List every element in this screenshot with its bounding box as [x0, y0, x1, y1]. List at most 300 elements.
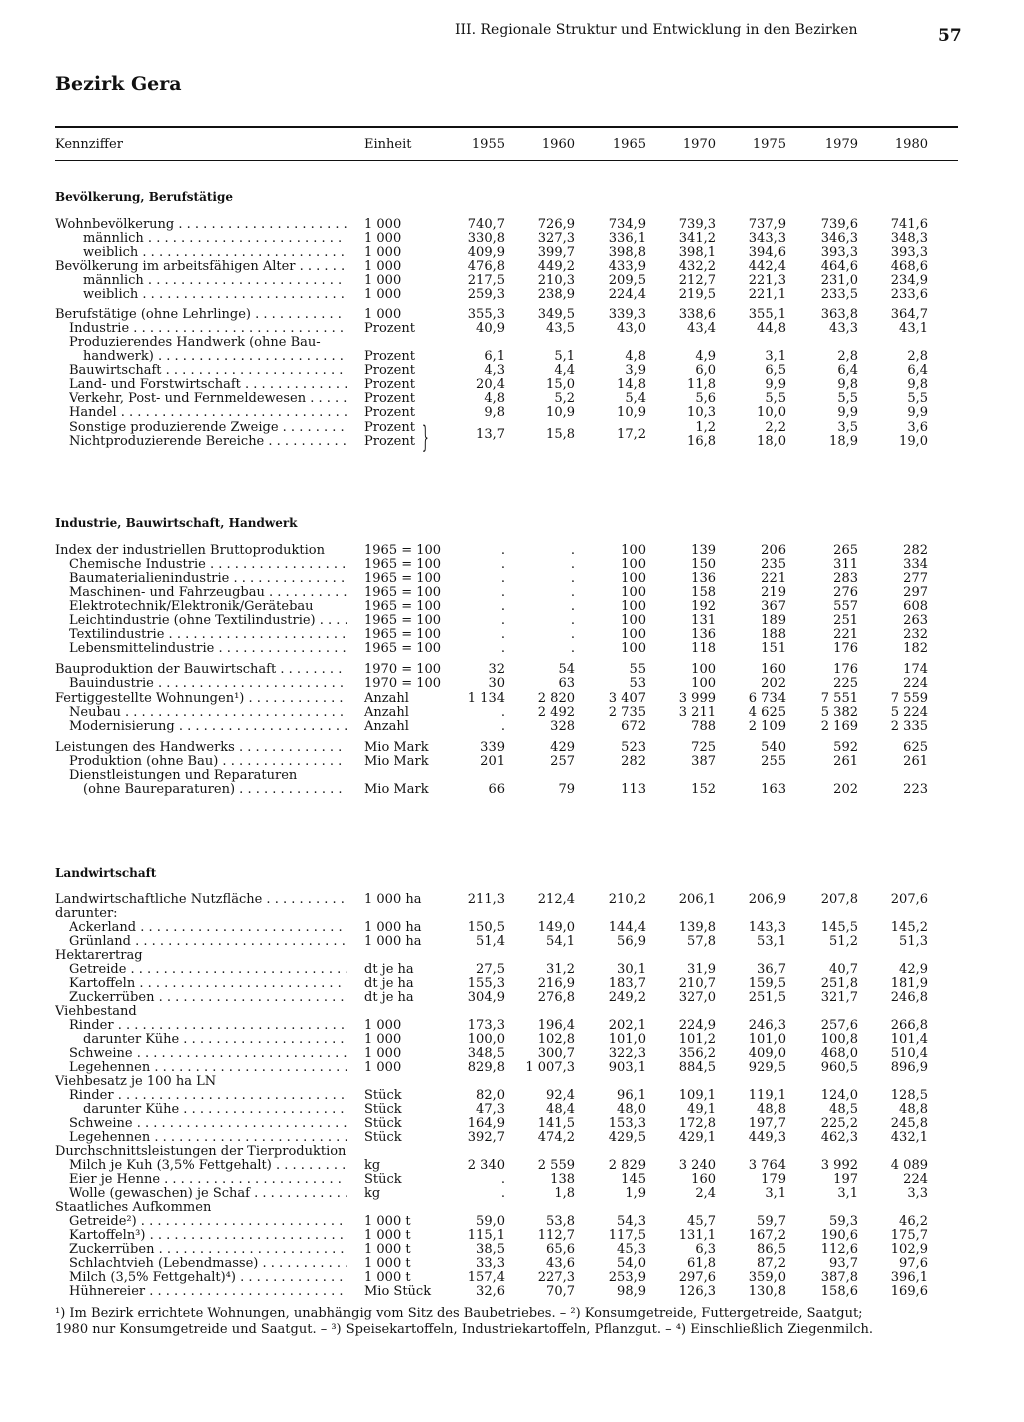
- table-header-rule: [55, 160, 958, 161]
- cell-value: 124,0: [820, 1088, 858, 1103]
- row-label: Zuckerrüben . . .: [69, 1243, 347, 1257]
- cell-value: 282: [621, 754, 646, 769]
- cell-value: 740,7: [467, 217, 505, 232]
- cell-value: 225: [833, 676, 858, 691]
- section-heading-landwirtschaft: Landwirtschaft: [55, 866, 157, 880]
- cell-value: 739,3: [678, 217, 716, 232]
- cell-value: 359,0: [748, 1270, 786, 1285]
- cell-value: 30,1: [617, 962, 646, 977]
- row-label: Bauwirtschaft . . .: [69, 364, 347, 378]
- cell-value: 10,9: [546, 405, 575, 420]
- cell-value: 112,7: [537, 1228, 575, 1243]
- cell-value: 43,4: [687, 321, 716, 336]
- cell-value: 2,8: [907, 349, 928, 364]
- cell-value: 2 169: [820, 719, 858, 734]
- cell-value: 145: [621, 1172, 646, 1187]
- cell-value: 221,3: [748, 273, 786, 288]
- cell-value: 2 340: [467, 1158, 505, 1173]
- row-label: Sonstige produzierende Zweige . . .: [69, 421, 347, 435]
- cell-value: .: [500, 719, 505, 734]
- row-label: Bauproduktion der Bauwirtschaft . . .: [55, 663, 347, 677]
- cell-value: 255: [761, 754, 786, 769]
- cell-value: 190,6: [820, 1228, 858, 1243]
- cell-value: 139: [691, 543, 716, 558]
- cell-value: 336,1: [608, 231, 646, 246]
- row-label: Wohnbevölkerung . . .: [55, 218, 347, 232]
- cell-value: 100: [691, 662, 716, 677]
- cell-value: 464,6: [820, 259, 858, 274]
- row-unit: Stück: [364, 1130, 402, 1145]
- cell-value: 115,1: [467, 1228, 505, 1243]
- cell-value: 672: [621, 719, 646, 734]
- cell-value: 356,2: [678, 1046, 716, 1061]
- cell-value: 63: [558, 676, 575, 691]
- row-label: Fertiggestellte Wohnungen¹) . . .: [55, 692, 347, 706]
- header-year: 1955: [471, 137, 505, 152]
- cell-value: 9,8: [837, 377, 858, 392]
- row-label: weiblich . . .: [83, 288, 347, 302]
- cell-value: 109,1: [678, 1088, 716, 1103]
- table-row: [55, 893, 958, 907]
- cell-value: 101,4: [890, 1032, 928, 1047]
- cell-value: 54,1: [546, 934, 575, 949]
- row-label: Leistungen des Handwerks . . .: [55, 741, 347, 755]
- row-label: Berufstätige (ohne Lehrlinge) . . .: [55, 308, 347, 322]
- row-label: Leichtindustrie (ohne Textilindustrie) . . .: [69, 614, 347, 628]
- table-header: [55, 137, 958, 155]
- cell-value: 141,5: [537, 1116, 575, 1131]
- section-heading-bevoelkerung: Bevölkerung, Berufstätige: [55, 190, 233, 204]
- cell-value: 327,0: [678, 990, 716, 1005]
- table-row: [55, 663, 958, 677]
- cell-value: .: [500, 571, 505, 586]
- cell-value: 726,9: [537, 217, 575, 232]
- cell-value: 101,2: [678, 1032, 716, 1047]
- cell-value: 221: [833, 627, 858, 642]
- cell-value: 31,2: [546, 962, 575, 977]
- cell-value: 44,8: [757, 321, 786, 336]
- cell-value: 233,5: [820, 287, 858, 302]
- row-label: handwerk) . . .: [83, 350, 347, 364]
- table-row: [55, 1089, 958, 1103]
- cell-value: 45,7: [687, 1214, 716, 1229]
- row-unit: kg: [364, 1186, 381, 1201]
- cell-value: 96,1: [617, 1088, 646, 1103]
- cell-value: 5,5: [907, 391, 928, 406]
- cell-value: 277: [903, 571, 928, 586]
- cell-value: 100: [621, 627, 646, 642]
- cell-value: 179: [761, 1172, 786, 1187]
- cell-value: 43,6: [546, 1256, 575, 1271]
- cell-value: 468,0: [820, 1046, 858, 1061]
- cell-value: 92,4: [546, 1088, 575, 1103]
- cell-value: 3 407: [608, 691, 646, 706]
- cell-value: 48,5: [829, 1102, 858, 1117]
- row-unit: 1 000: [364, 259, 402, 274]
- cell-value: 164,9: [467, 1116, 505, 1131]
- table-row: [55, 1173, 958, 1187]
- cell-value: 231,0: [820, 273, 858, 288]
- cell-value: 224: [903, 676, 928, 691]
- cell-value: 113: [621, 782, 646, 797]
- row-unit: 1 000 ha: [364, 934, 422, 949]
- row-label: Milch (3,5% Fettgehalt)⁴) . . .: [69, 1271, 347, 1285]
- cell-value: 232: [903, 627, 928, 642]
- row-unit: Mio Mark: [364, 740, 429, 755]
- row-unit: 1 000 t: [364, 1270, 411, 1285]
- row-label: Industrie . . .: [69, 322, 347, 336]
- cell-value: 197: [833, 1172, 858, 1187]
- row-label: Produktion (ohne Bau) . . .: [69, 755, 347, 769]
- cell-value: 217,5: [467, 273, 505, 288]
- cell-value: 223: [903, 782, 928, 797]
- cell-value: 283: [833, 571, 858, 586]
- cell-value: 10,9: [617, 405, 646, 420]
- cell-value: 130,8: [748, 1284, 786, 1299]
- cell-value: 151: [761, 641, 786, 656]
- table-row: [55, 308, 958, 322]
- cell-value: 246,8: [890, 990, 928, 1005]
- cell-value: 197,7: [748, 1116, 786, 1131]
- row-label: Hektarertrag: [55, 949, 143, 963]
- row-label: Schweine . . .: [69, 1047, 347, 1061]
- row-label: Bevölkerung im arbeitsfähigen Alter . . .: [55, 260, 347, 274]
- cell-value: 363,8: [820, 307, 858, 322]
- cell-value: 207,8: [820, 892, 858, 907]
- cell-value: 11,8: [687, 377, 716, 392]
- cell-value: 182: [903, 641, 928, 656]
- table-row: [55, 1117, 958, 1131]
- cell-value: 409,0: [748, 1046, 786, 1061]
- cell-value: 327,3: [537, 231, 575, 246]
- row-label: Schweine . . .: [69, 1117, 347, 1131]
- table-row: [55, 1187, 958, 1201]
- cell-value: 126,3: [678, 1284, 716, 1299]
- cell-value: 211,3: [467, 892, 505, 907]
- cell-value: .: [500, 599, 505, 614]
- cell-value: 5,2: [554, 391, 575, 406]
- row-label: Legehennen . . .: [69, 1061, 347, 1075]
- cell-value: 3,6: [907, 420, 928, 435]
- row-label: männlich . . .: [83, 274, 347, 288]
- cell-value: 51,2: [829, 934, 858, 949]
- cell-value: .: [500, 557, 505, 572]
- table-row: [55, 907, 958, 921]
- row-unit: 1 000: [364, 1060, 402, 1075]
- cell-value: 251: [833, 613, 858, 628]
- cell-value: 7 551: [820, 691, 858, 706]
- cell-value: 259,3: [467, 287, 505, 302]
- cell-value: 160: [691, 1172, 716, 1187]
- cell-value: 349,5: [537, 307, 575, 322]
- cell-value: 32,6: [476, 1284, 505, 1299]
- cell-value: 175,7: [890, 1228, 928, 1243]
- row-label: Neubau . . .: [69, 706, 347, 720]
- cell-value: 160: [761, 662, 786, 677]
- cell-value: 960,5: [820, 1060, 858, 1075]
- footnote-line: 1980 nur Konsumgetreide und Saatgut. – ³) Speisekartoffeln, Industriekartoffeln, Pflanzgut. – ⁴) Einschließlich Ziegenmilch.: [55, 1321, 874, 1337]
- cell-value: 234,9: [890, 273, 928, 288]
- cell-value: 367: [761, 599, 786, 614]
- cell-value: 432,1: [890, 1130, 928, 1145]
- row-unit: Mio Mark: [364, 754, 429, 769]
- row-label: Ackerland . . .: [69, 921, 347, 935]
- cell-value: 346,3: [820, 231, 858, 246]
- cell-value: 101,0: [608, 1032, 646, 1047]
- cell-value: 202: [761, 676, 786, 691]
- table-row: [55, 963, 958, 977]
- cell-value: 829,8: [467, 1060, 505, 1075]
- row-unit: Mio Stück: [364, 1284, 432, 1299]
- cell-value: 2,4: [695, 1186, 716, 1201]
- cell-value: 4,8: [625, 349, 646, 364]
- cell-value: 45,3: [617, 1242, 646, 1257]
- cell-value: 210,7: [678, 976, 716, 991]
- page-title: Bezirk Gera: [55, 73, 182, 95]
- row-label: Zuckerrüben . . .: [69, 991, 347, 1005]
- cell-value: 65,6: [546, 1242, 575, 1257]
- table-row: [55, 350, 958, 364]
- row-unit: 1 000: [364, 1018, 402, 1033]
- cell-value: 150,5: [467, 920, 505, 935]
- row-unit: 1965 = 100: [364, 613, 442, 628]
- table-row: [55, 1243, 958, 1257]
- cell-value: 3,1: [765, 349, 786, 364]
- cell-value: 341,2: [678, 231, 716, 246]
- row-label: Schlachtvieh (Lebendmasse) . . .: [69, 1257, 347, 1271]
- cell-value: 7 559: [890, 691, 928, 706]
- cell-value: 219,5: [678, 287, 716, 302]
- cell-value: 212,7: [678, 273, 716, 288]
- cell-value: 625: [903, 740, 928, 755]
- row-label: Eier je Henne . . .: [69, 1173, 347, 1187]
- cell-value: .: [570, 599, 575, 614]
- cell-value: 38,5: [476, 1242, 505, 1257]
- row-label: Legehennen . . .: [69, 1131, 347, 1145]
- cell-value: 10,0: [757, 405, 786, 420]
- cell-value: 61,8: [687, 1256, 716, 1271]
- table-row: [55, 558, 958, 572]
- cell-value: 6,3: [695, 1242, 716, 1257]
- cell-value: 209,5: [608, 273, 646, 288]
- table-row: [55, 720, 958, 734]
- cell-value: 139,8: [678, 920, 716, 935]
- cell-value: 2 820: [537, 691, 575, 706]
- cell-value: 100,0: [467, 1032, 505, 1047]
- cell-value: 2 735: [608, 705, 646, 720]
- cell-value: 476,8: [467, 259, 505, 274]
- cell-value: 330,8: [467, 231, 505, 246]
- cell-value: 128,5: [890, 1088, 928, 1103]
- cell-value: 429,1: [678, 1130, 716, 1145]
- row-unit: 1 000: [364, 231, 402, 246]
- cell-value: 189: [761, 613, 786, 628]
- cell-value: 100: [621, 571, 646, 586]
- cell-value: 739,6: [820, 217, 858, 232]
- cell-value: 53,1: [757, 934, 786, 949]
- cell-value: 100: [621, 557, 646, 572]
- cell-value: 462,3: [820, 1130, 858, 1145]
- cell-value: 6,4: [837, 363, 858, 378]
- header-year: 1980: [894, 137, 928, 152]
- cell-value: 2 335: [890, 719, 928, 734]
- cell-value: 117,5: [608, 1228, 646, 1243]
- row-unit: Prozent: [364, 434, 415, 449]
- cell-value: .: [570, 543, 575, 558]
- cell-value: 734,9: [608, 217, 646, 232]
- cell-value: 145,2: [890, 920, 928, 935]
- row-label: Rinder . . .: [69, 1019, 347, 1033]
- cell-value: 98,9: [617, 1284, 646, 1299]
- table-row: [55, 935, 958, 949]
- cell-value: 100: [621, 543, 646, 558]
- cell-value: 249,2: [608, 990, 646, 1005]
- table-top-rule: [55, 126, 958, 128]
- cell-value: 1,2: [695, 420, 716, 435]
- cell-value: 2 109: [748, 719, 786, 734]
- header-year: 1979: [824, 137, 858, 152]
- cell-value: 364,7: [890, 307, 928, 322]
- table-row: [55, 949, 958, 963]
- cell-value: 56,9: [617, 934, 646, 949]
- cell-value: 348,5: [467, 1046, 505, 1061]
- cell-value: 27,5: [476, 962, 505, 977]
- cell-value: 54,3: [617, 1214, 646, 1229]
- row-unit: dt je ha: [364, 990, 414, 1005]
- cell-value: 393,3: [820, 245, 858, 260]
- cell-value: 36,7: [757, 962, 786, 977]
- cell-value: 2 492: [537, 705, 575, 720]
- row-label: Hühnereier . . .: [69, 1285, 347, 1299]
- row-label: Milch je Kuh (3,5% Fettgehalt) . . .: [69, 1159, 347, 1173]
- cell-value: 15,8: [546, 427, 575, 442]
- cell-value: 9,9: [907, 405, 928, 420]
- cell-value: 49,1: [687, 1102, 716, 1117]
- row-label: weiblich . . .: [83, 246, 347, 260]
- cell-value: 4,9: [695, 349, 716, 364]
- cell-value: 449,3: [748, 1130, 786, 1145]
- cell-value: 399,7: [537, 245, 575, 260]
- row-label: Wolle (gewaschen) je Schaf . . .: [69, 1187, 347, 1201]
- cell-value: 221,1: [748, 287, 786, 302]
- cell-value: 201: [480, 754, 505, 769]
- cell-value: 238,9: [537, 287, 575, 302]
- table-row: [55, 1215, 958, 1229]
- cell-value: 884,5: [678, 1060, 716, 1075]
- cell-value: 219: [761, 585, 786, 600]
- cell-value: 235: [761, 557, 786, 572]
- cell-value: .: [500, 613, 505, 628]
- cell-value: 9,8: [907, 377, 928, 392]
- cell-value: 1,8: [554, 1186, 575, 1201]
- cell-value: 355,1: [748, 307, 786, 322]
- cell-value: 3,5: [837, 420, 858, 435]
- row-unit: Anzahl: [364, 705, 409, 720]
- cell-value: 343,3: [748, 231, 786, 246]
- cell-value: 152: [691, 782, 716, 797]
- cell-value: 253,9: [608, 1270, 646, 1285]
- table-row: [55, 614, 958, 628]
- row-label: Elektrotechnik/Elektronik/Gerätebau: [69, 600, 314, 614]
- table-row: [55, 628, 958, 642]
- table-row: [55, 769, 958, 783]
- row-label: Viehbestand: [55, 1005, 137, 1019]
- cell-value: 16,8: [687, 434, 716, 449]
- table-row: [55, 921, 958, 935]
- row-unit: 1 000 t: [364, 1214, 411, 1229]
- cell-value: 221: [761, 571, 786, 586]
- cell-value: 54: [558, 662, 575, 677]
- row-unit: 1 000 ha: [364, 892, 422, 907]
- row-unit: Prozent: [364, 405, 415, 420]
- row-unit: Prozent: [364, 377, 415, 392]
- cell-value: 59,0: [476, 1214, 505, 1229]
- table-row: [55, 977, 958, 991]
- cell-value: 432,2: [678, 259, 716, 274]
- cell-value: 43,0: [617, 321, 646, 336]
- cell-value: 3,1: [837, 1186, 858, 1201]
- row-unit: 1 000 t: [364, 1242, 411, 1257]
- cell-value: 263: [903, 613, 928, 628]
- cell-value: 118: [691, 641, 716, 656]
- cell-value: 608: [903, 599, 928, 614]
- cell-value: 6,4: [907, 363, 928, 378]
- cell-value: 13,7: [476, 427, 505, 442]
- row-label: Modernisierung . . .: [69, 720, 347, 734]
- cell-value: .: [500, 585, 505, 600]
- cell-value: 4,4: [554, 363, 575, 378]
- cell-value: 181,9: [890, 976, 928, 991]
- cell-value: 100: [621, 585, 646, 600]
- row-unit: Mio Mark: [364, 782, 429, 797]
- cell-value: 176: [833, 662, 858, 677]
- cell-value: 102,9: [890, 1242, 928, 1257]
- table-row: [55, 783, 958, 797]
- cell-value: 246,3: [748, 1018, 786, 1033]
- cell-value: .: [500, 1186, 505, 1201]
- cell-value: 392,7: [467, 1130, 505, 1145]
- cell-value: 4,3: [484, 363, 505, 378]
- row-unit: Prozent: [364, 391, 415, 406]
- cell-value: 3 211: [678, 705, 716, 720]
- table-row: [55, 218, 958, 232]
- cell-value: 144,4: [608, 920, 646, 935]
- table-row: [55, 572, 958, 586]
- cell-value: 33,3: [476, 1256, 505, 1271]
- row-unit: 1 000 t: [364, 1256, 411, 1271]
- cell-value: 2 559: [537, 1158, 575, 1173]
- row-label: (ohne Baureparaturen) . . .: [83, 783, 347, 797]
- cell-value: 224,4: [608, 287, 646, 302]
- cell-value: 3,1: [765, 1186, 786, 1201]
- cell-value: 396,1: [890, 1270, 928, 1285]
- row-label: Viehbesatz je 100 ha LN: [55, 1075, 217, 1089]
- header-kennziffer: Kennziffer: [55, 137, 123, 152]
- header-year: 1960: [541, 137, 575, 152]
- cell-value: 46,2: [899, 1214, 928, 1229]
- row-label: Getreide . . .: [69, 963, 347, 977]
- cell-value: 87,2: [757, 1256, 786, 1271]
- cell-value: 202,1: [608, 1018, 646, 1033]
- section-heading-industrie: Industrie, Bauwirtschaft, Handwerk: [55, 516, 298, 530]
- cell-value: 5 224: [890, 705, 928, 720]
- cell-value: 102,8: [537, 1032, 575, 1047]
- cell-value: 210,2: [608, 892, 646, 907]
- cell-value: 51,3: [899, 934, 928, 949]
- cell-value: 5,5: [837, 391, 858, 406]
- cell-value: 207,6: [890, 892, 928, 907]
- cell-value: 40,7: [829, 962, 858, 977]
